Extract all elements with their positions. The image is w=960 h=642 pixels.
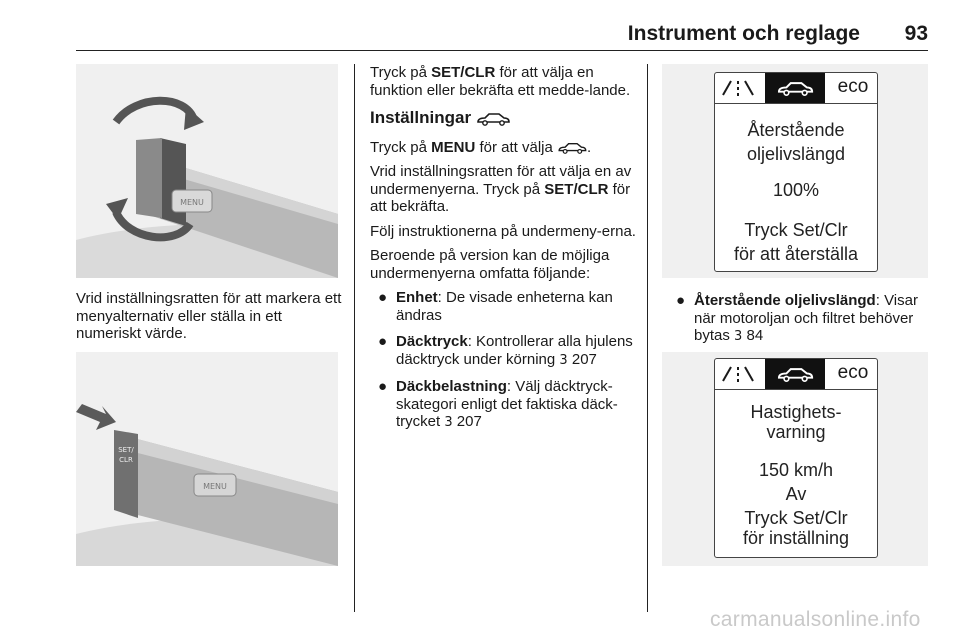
display-line: varning — [766, 422, 826, 442]
display-value: 150 km/h — [758, 460, 834, 480]
figure-display-oil — [662, 64, 928, 278]
paragraph-follow: Följ instruktionerna på undermeny-erna. — [370, 222, 636, 240]
eco-tab: eco — [837, 362, 869, 383]
cluster-display-oil — [714, 72, 878, 272]
cluster-display-speed — [714, 358, 878, 558]
page-number: 93 — [904, 22, 928, 45]
stalk-press-illustration — [76, 352, 338, 566]
paragraph-rotate: Vrid inställningsratten för att välja en av undermenyerna. Tryck på SET/CLR för att bekräfta. — [370, 163, 632, 215]
middle-column — [370, 64, 638, 441]
display-value: 100% — [772, 180, 820, 200]
section-heading-settings: Inställningar — [370, 109, 638, 127]
display-value: Av — [785, 484, 807, 504]
page-ref-icon: 3 — [559, 352, 568, 368]
display-tab-bar — [715, 73, 877, 104]
list-item: ● Återstående oljelivslängd: Visar när motoroljan och filtret behöver bytas 3 84 — [676, 292, 918, 344]
page-ref-icon: 3 — [734, 329, 743, 344]
paragraph-menu: Tryck på MENU för att välja . — [370, 138, 592, 156]
oil-life-list — [668, 292, 930, 346]
road-icon — [719, 365, 765, 383]
active-tab-car — [765, 359, 825, 389]
display-line: oljelivslängd — [746, 144, 846, 164]
display-line: för inställning — [742, 528, 850, 548]
clr-label: CLR — [119, 456, 133, 464]
display-line: för att återställa — [733, 244, 859, 264]
stalk-illustration — [76, 64, 338, 278]
car-icon — [476, 112, 510, 126]
column-divider-left — [354, 64, 355, 612]
display-line: Återstående — [747, 120, 845, 140]
car-icon — [775, 367, 815, 382]
page-ref-icon: 3 — [444, 415, 453, 430]
set-label: SET/ — [118, 446, 134, 454]
car-icon-inline — [557, 142, 587, 154]
list-item: ● Enhet: De visade enheterna kan ändras — [378, 289, 613, 324]
eco-tab: eco — [837, 76, 869, 97]
watermark: carmanualsonline.info — [710, 608, 921, 631]
figure-stalk-rotate — [76, 64, 338, 278]
menu-button-label: MENU — [180, 198, 204, 207]
submenu-list — [370, 289, 638, 432]
road-icon — [719, 79, 765, 97]
page-title: Instrument och reglage — [627, 22, 860, 45]
figure-stalk-press — [76, 352, 338, 566]
display-tab-bar — [715, 359, 877, 390]
figure1-caption: Vrid inställningsratten för att markera ett menyalternativ eller ställa in ett numeriskt värde. — [76, 290, 342, 342]
right-column-text — [668, 292, 930, 355]
paragraph-set-clr: Tryck på SET/CLR för att välja en funktion eller bekräfta ett medde-lande. — [370, 64, 631, 99]
paragraph-version: Beroende på version kan de möjliga undermenyerna omfatta följande: — [370, 247, 610, 282]
display-line: Tryck Set/Clr — [744, 508, 848, 528]
active-tab-car — [765, 73, 825, 103]
car-icon — [775, 81, 815, 96]
list-item: ● Däckbelastning: Välj däcktryck-skategori enligt det faktiska däck-trycket 3 207 — [378, 378, 618, 430]
list-item: ● Däcktryck: Kontrollerar alla hjulens däcktryck under körning 3 207 — [378, 333, 633, 368]
display-line: Tryck Set/Clr — [744, 220, 848, 240]
header-divider — [76, 50, 928, 51]
menu-button-label-2: MENU — [203, 482, 227, 491]
figure-display-speed — [662, 352, 928, 566]
display-line: Hastighets- — [750, 402, 842, 422]
column-divider-right — [647, 64, 648, 612]
